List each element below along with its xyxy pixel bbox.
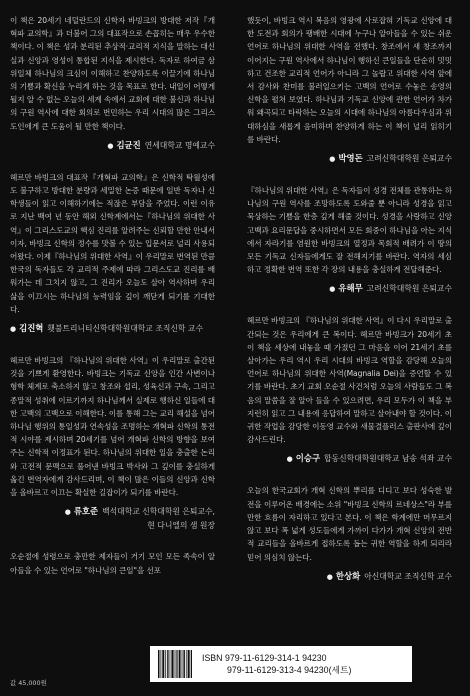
endorsement-text: 헤르만 바빙크의 대표작『개혁파 교의학』은 신학적 탁월성에도 불구하고 방대한 분량과 세밀한 논증 때문에 일반 독자나 신학생들이 읽고 이해하기에는 적잖은 부담을 주었다. 이런 이유로 지난 백여 년 동안 해외 신학계에서는『하나님의 위대한 사역』이 그리스도교의 핵심 진리를 알려주는 신뢰할 만한 안내서이자, 바빙크 신학의 정수를 맛볼 수 있는 입문서로 널리 사용되어왔다. 이제『하나님의 위대한 사역』이 우리말로 번역된 만큼 한국의 독자들도 각 교리적 주제에 따라 그리스도교 진리를 배워가는 데 그치지 않고, 그 진리가 오늘도 살아 역사하며 우리 삶을 이끄시는 하나님의 능력임을 깊이 깨닫게 되기를 기대한다. [10, 172, 215, 314]
bullet-icon: ● [286, 455, 293, 464]
endorsement-park-youngdon [247, 14, 452, 166]
endorsement-text: 오늘의 한국교회가 개혁 신학의 뿌리를 디디고 보다 성숙한 발전을 이루어온 배경에는 소위 "바빙크 신학의 르네상스"라 부를 만한 흐름이 자리하고 있다고 본다. 이 책은 학계에만 머무르지 않고 보다 폭 넓게 성도들에게 가까이 다가가 개혁 신앙의 전반적 교리들을 올바르게 접하도록 돕는 귀한 역할을 하게 되리라 믿어 의심치 않는다. [247, 486, 452, 562]
endorsement-attribution [10, 138, 215, 153]
endorser-name: 한상화 [335, 570, 361, 581]
endorsement-text: 이 책은 20세기 네덜란드의 신학자 바빙크의 방대한 저작『개혁파 교의학』과 더불어 그의 대표작으로 손꼽히는 매우 우수한 책이다. 이 책은 성과 분리된 추상적·교리적 지식을 말하는 대신 실과 신앙과 영성이 통합된 지식을 제시한다. 독자로 하여금 삼위일체 하나님의 크심이 이해하고 찬양하도록 이끌기에 하나님의 기쁨과 확신을 누리게 하는 것을 목표로 한다. 내일이 어떻게 될지 알 수 없는 오늘의 세계 속에서 교회에 대한 불신과 하나님의 구원 역사에 대한 회의로 번민하는 우리 시대의 많은 그리스도인에게 큰 도움이 될 만한 책이다. [10, 16, 215, 131]
endorser-title: 아신대학교 조직신학 교수 [364, 571, 452, 581]
endorser-title: 고려신학대학원 은퇴교수 [366, 154, 452, 164]
endorsement-han-sanghwa [247, 484, 452, 583]
right-column [247, 14, 452, 602]
endorsement-text: 『하나님의 위대한 사역』은 독자들이 성경 전체를 관통하는 하나님의 구원 역사를 조망하도록 도와줄 뿐 아니라 성경을 읽고 묵상하는 기쁨을 한층 깊게 해줄 것이다. 성경을 사랑하고 신앙고백과 요리문답을 중시하면서 모든 회중이 하나님을 아는 지식에서 자라기를 염원한 바빙크의 열정과 목회적 배려가 이 땅의 모든 기독교 신자들에게도 잘 전해지기를 바란다. 역자의 세심하고 정확한 번역 또한 각 장의 내용을 충실하게 전달해준다. [247, 186, 452, 275]
bullet-icon: ● [64, 508, 71, 517]
isbn-line-1: ISBN 979-11-6129-314-1 94230 [202, 653, 327, 663]
price-label: 값 45,000원 [10, 679, 47, 687]
endorsement-kim-jinhyuk [10, 171, 215, 336]
endorser-title: 고려신학대학원 은퇴교수 [366, 284, 452, 294]
endorser-name: 박영돈 [338, 153, 363, 164]
endorsement-text-continued: 했듯이, 바빙크 역시 복음의 영광에 사로잡혀 기독교 신앙에 대한 도전과 회의가 팽배한 시대에 누구나 알아들을 수 있는 쉬운 언어로 하나님의 위대한 사역을 전했다. 창조에서 새 창조까지 이어지는 구원 역사에서 하나님이 행하신 큰일들을 단순히 밋밋하고 건조한 교리적 언어가 아니라 그 놀랍고 위대한 사역 앞에서 감사와 찬미를 불러일으키는 고백의 언어로 수놓은 송영의 신학을 펼쳐 보였다. 하나님과 기독교 신앙에 관한 언어가 차가워 왜곡되고 타락하는 오늘의 시대에 하나님의 아름다우심과 위대하심을 새롭게 음미하며 찬양하게 하는 이 책이 널리 읽히기를 바란다. [247, 16, 452, 144]
bullet-icon: ● [326, 572, 333, 581]
endorsement-attribution [10, 504, 215, 519]
barcode-icon [158, 650, 192, 678]
endorser-name: 김진혁 [19, 323, 44, 334]
endorsement-text: 헤르만 바빙크의 『하나님의 위대한 사역』이 다시 우리말로 출간되는 것은 우리에게 큰 복이다. 헤르만 바빙크가 20세기 초 이 책을 세상에 내놓을 때 가졌던 그 마음을 이어 21세기 초를 살아가는 우리 역시 우리 시대의 바빙크 역할을 감당해 오늘의 언어로 하나님의 위대한 사역(Magnalia Dei)을 증언할 수 있기를 바란다. 초기 교회 오순절 사건처럼 오늘의 사람들도 그 복음의 말씀을 잘 알아 들을 수 있으려면, 우리 모두가 이 책을 부지런히 읽고 그 내용에 응답하여 말하고 살아내야 할 것이다. 이 귀한 작업을 감당한 이동영 교수와 새물결플러스 출판사에 깊이 감사드린다. [247, 316, 452, 445]
isbn-text [202, 653, 351, 676]
bullet-icon: ● [329, 285, 336, 294]
endorser-title: 횃불트리니티신학대학원대학교 조직신학 교수 [47, 324, 203, 334]
endorsement-yoo-haemoo [247, 184, 452, 296]
endorser-title: 연세대학교 명예교수 [144, 140, 215, 150]
endorsement-text: 헤르만 바빙크의 『하나님의 위대한 사역』이 우리말로 출간된 것을 기쁘게 환영한다. 바빙크는 기독교 신앙을 인간 사변이나 형학 체계로 축소하지 않고 창조와 섭리, 성육신과 구속, 그리고 종말적 성취에 이르기까지 하나님께서 실제로 행하신 일들에 대한 고백의 고백으로 이해한다. 이를 통해 그는 교리 해설을 넘어 하나님 행위의 통일성과 연속성을 조명하는 개혁파 신학의 통전적 시야를 제시하며 20세기를 넘어 개혁파 신학의 방향을 보여주는 신학적 이정표가 된다. 하나님의 위대한 일을 충출한 논리와 고전적 문맥으로 풀어낸 바빙크 박사와 그 깊이를 충실하게 옮긴 번역자에게 감사드리며, 이 책이 많은 이들의 신앙과 신학을 올바르고 이끄는 확실한 길잡이가 되기를 바란다. [10, 356, 215, 498]
endorser-title: 합동신학대학원대학교 남송 석좌 교수 [324, 454, 452, 464]
isbn-line-2: 979-11-6129-313-4 94230(세트) [227, 664, 352, 675]
endorsement-ryu-hojun [10, 354, 215, 532]
endorsement-text-start: 오순절에 성령으로 충만한 제자들이 거기 모인 모든 족속이 알아들을 수 있는 언어로 "하나님의 큰일"을 선포 [10, 552, 215, 575]
endorser-name: 김균진 [116, 139, 141, 150]
bullet-icon: ● [10, 325, 17, 334]
endorsement-attribution [247, 451, 452, 466]
endorser-title: 백석대학교 신학대학원 은퇴교수, [102, 507, 215, 517]
endorser-title-continued: 현 다니엘의 샘 원장 [147, 521, 215, 531]
endorsement-attribution [247, 569, 452, 584]
left-column [10, 14, 215, 577]
endorser-name: 이승구 [295, 453, 321, 464]
endorsement-attribution [10, 321, 215, 336]
endorsement-lee-seunggu [247, 314, 452, 466]
endorsement-kim-gyunjin [10, 14, 215, 153]
endorser-name: 류호준 [73, 506, 99, 517]
isbn-barcode-box [150, 646, 412, 682]
bullet-icon: ● [329, 155, 336, 164]
bullet-icon: ● [107, 141, 114, 150]
endorser-name: 유해무 [338, 283, 363, 294]
endorsement-attribution [247, 151, 452, 166]
endorsement-attribution [247, 281, 452, 296]
